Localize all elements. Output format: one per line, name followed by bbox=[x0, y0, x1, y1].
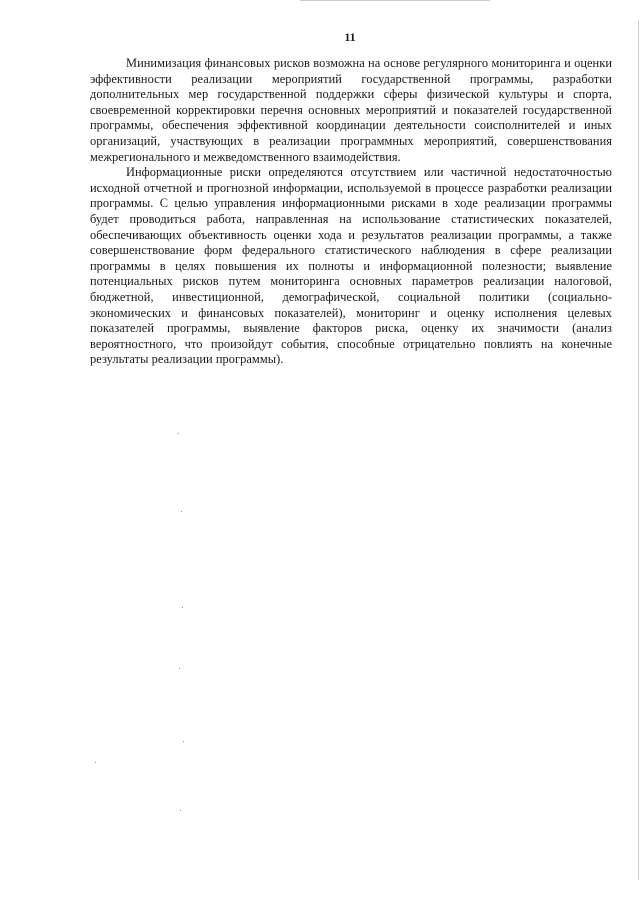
body-text bbox=[90, 56, 612, 368]
scan-speck bbox=[182, 607, 183, 608]
scan-speck bbox=[178, 433, 179, 434]
scan-speck bbox=[95, 762, 96, 763]
scan-speck bbox=[179, 668, 180, 669]
paragraph-information-risks: Информационные риски определяются отсутствием или частичной недостаточностью исходной отчетной и прогнозной информации, используемой в процессе разработки реализации программы. С целью управления информационными рисками в ходе реализации программы будет проводиться работа, направленная на использование статистических показателей, обеспечивающих объективность оценки хода и результатов реализации программы, а также совершенствование форм федерального статистического наблюдения в сфере реализации программы в целях повышения их полноты и информационной полезности; выявление потенциальных рисков путем мониторинга основных параметров реализации налоговой, бюджетной, инвестиционной, демографической, социальной политики (социально-экономических и финансовых показателей), мониторинг и оценку исполнения целевых показателей программы, выявление факторов риска, оценку их значимости (анализ вероятностного, что произойдут события, способные отрицательно повлиять на конечные результаты реализации программы). bbox=[90, 165, 612, 367]
paragraph-financial-risks: Минимизация финансовых рисков возможна на основе регулярного мониторинга и оценки эффективности реализации мероприятий государственной программы, разработки дополнительных мер государственной поддержки сферы физической культуры и спорта, своевременной корректировки перечня основных мероприятий и показателей государственной программы, обеспечения эффективной координации деятельности соисполнителей и иных организаций, участвующих в реализации программных мероприятий, совершенствования межрегионального и межведомственного взаимодействия. bbox=[90, 56, 612, 164]
scan-speck bbox=[181, 511, 182, 512]
scan-speck bbox=[180, 810, 181, 811]
scan-speck bbox=[183, 741, 184, 742]
scan-edge-top bbox=[300, 0, 490, 1]
page-number: 11 bbox=[344, 30, 356, 44]
scan-edge-right bbox=[638, 20, 639, 880]
